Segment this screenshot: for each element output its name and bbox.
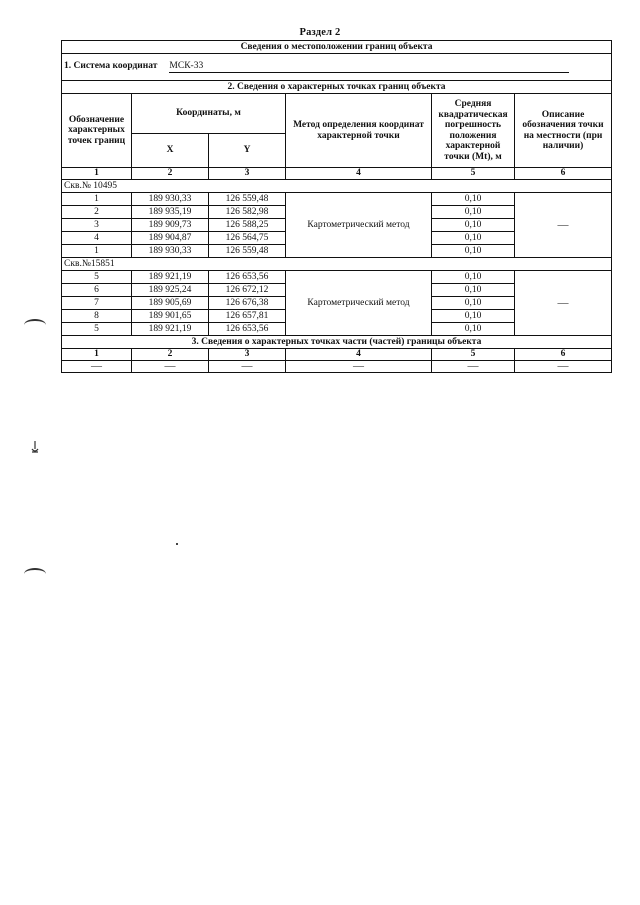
section3-title: 3. Сведения о характерных точках части (частей) границы объекта: [62, 336, 612, 349]
coord-x: 189 904,87: [132, 232, 209, 245]
method-cell: Картометрический метод: [286, 271, 432, 336]
scan-mark-arc: [24, 568, 46, 580]
point-id: 4: [62, 232, 132, 245]
header-x: X: [132, 134, 209, 168]
group-label: Скв.№15851: [62, 258, 612, 271]
col-number: 5: [432, 168, 515, 180]
point-id: 1: [62, 245, 132, 258]
section1-title: Сведения о местоположении границ объекта: [62, 41, 612, 54]
coord-y: 126 564,75: [209, 232, 286, 245]
description-cell: —: [515, 193, 612, 258]
point-id: 5: [62, 323, 132, 336]
accuracy-value: 0,10: [432, 297, 515, 310]
col-number: 4: [286, 349, 432, 361]
coord-y: 126 672,12: [209, 284, 286, 297]
header-method: Метод определения координат характерной точки: [286, 94, 432, 168]
coord-y: 126 559,48: [209, 193, 286, 206]
coord-y: 126 676,38: [209, 297, 286, 310]
header-coordinates: Координаты, м: [132, 94, 286, 134]
accuracy-value: 0,10: [432, 245, 515, 258]
coord-y: 126 653,56: [209, 323, 286, 336]
coord-y: 126 588,25: [209, 219, 286, 232]
empty-cell: —: [209, 361, 286, 373]
accuracy-value: 0,10: [432, 310, 515, 323]
coord-x: 189 935,19: [132, 206, 209, 219]
accuracy-value: 0,10: [432, 271, 515, 284]
coord-x: 189 930,33: [132, 245, 209, 258]
col-number: 3: [209, 349, 286, 361]
scan-mark-dot: [176, 543, 178, 545]
col-number: 2: [132, 168, 209, 180]
point-id: 1: [62, 193, 132, 206]
coord-system-label: 1. Система координат: [64, 61, 158, 71]
coord-y: 126 559,48: [209, 245, 286, 258]
point-id: 8: [62, 310, 132, 323]
col-number: 1: [62, 168, 132, 180]
header-description: Описание обозначения точки на местности (при наличии): [515, 94, 612, 168]
accuracy-value: 0,10: [432, 232, 515, 245]
coord-x: 189 909,73: [132, 219, 209, 232]
coord-y: 126 653,56: [209, 271, 286, 284]
col-number: 2: [132, 349, 209, 361]
col-number: 4: [286, 168, 432, 180]
col-number: 6: [515, 168, 612, 180]
point-id: 7: [62, 297, 132, 310]
scan-mark-arc: [24, 319, 46, 331]
col-number: 3: [209, 168, 286, 180]
header-point-designation: Обозначение характерных точек границ: [62, 94, 132, 168]
coord-x: 189 921,19: [132, 271, 209, 284]
empty-cell: —: [515, 361, 612, 373]
coord-system-row: [62, 54, 612, 81]
coord-x: 189 921,19: [132, 323, 209, 336]
accuracy-value: 0,10: [432, 284, 515, 297]
col-number: 5: [432, 349, 515, 361]
coord-y: 126 657,81: [209, 310, 286, 323]
point-id: 5: [62, 271, 132, 284]
accuracy-value: 0,10: [432, 219, 515, 232]
method-cell: Картометрический метод: [286, 193, 432, 258]
point-id: 3: [62, 219, 132, 232]
description-cell: —: [515, 271, 612, 336]
point-id: 2: [62, 206, 132, 219]
col-number: 1: [62, 349, 132, 361]
accuracy-value: 0,10: [432, 206, 515, 219]
empty-cell: —: [62, 361, 132, 373]
coord-y: 126 582,98: [209, 206, 286, 219]
coord-x: 189 905,69: [132, 297, 209, 310]
header-accuracy: Средняя квадратическая погрешность положения характерной точки (Mt), м: [432, 94, 515, 168]
header-y: Y: [209, 134, 286, 168]
empty-cell: —: [432, 361, 515, 373]
coord-x: 189 901,65: [132, 310, 209, 323]
section2-title: 2. Сведения о характерных точках границ объекта: [62, 81, 612, 94]
empty-cell: —: [132, 361, 209, 373]
empty-cell: —: [286, 361, 432, 373]
boundary-table: [61, 40, 612, 373]
coord-system-value: МСК-33: [169, 61, 569, 73]
col-number: 6: [515, 349, 612, 361]
page-title: Раздел 2: [299, 27, 341, 38]
scan-mark-squiggle: [30, 440, 40, 454]
accuracy-value: 0,10: [432, 193, 515, 206]
accuracy-value: 0,10: [432, 323, 515, 336]
coord-x: 189 925,24: [132, 284, 209, 297]
group-label: Скв.№ 10495: [62, 180, 612, 193]
coord-x: 189 930,33: [132, 193, 209, 206]
point-id: 6: [62, 284, 132, 297]
